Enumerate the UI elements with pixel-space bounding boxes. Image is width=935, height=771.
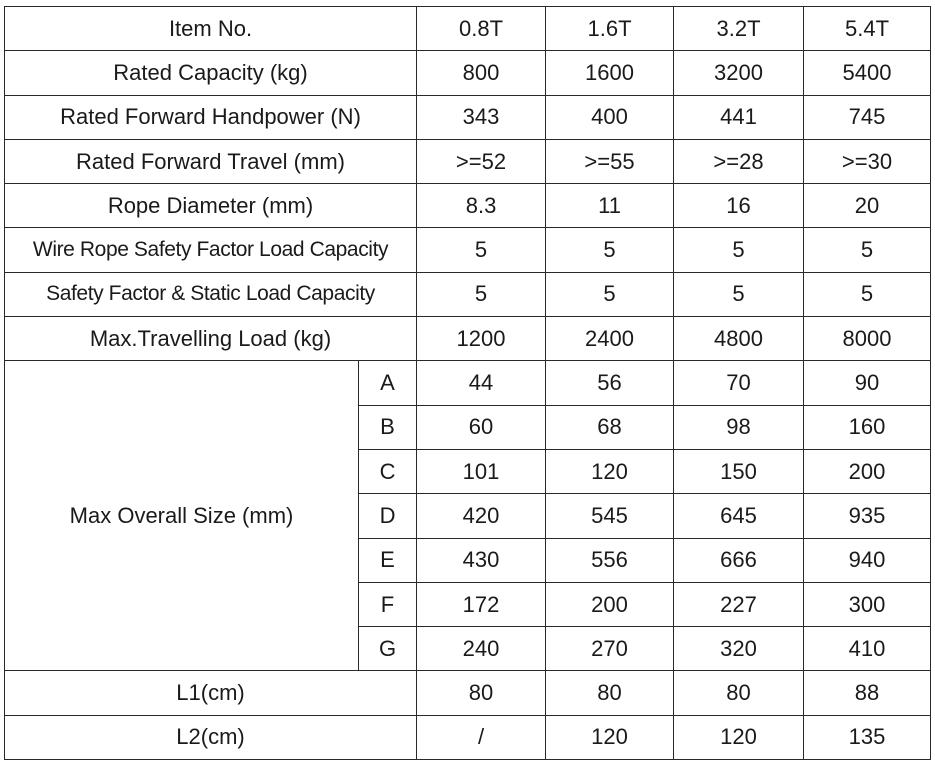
- table-cell: 2400: [546, 317, 674, 361]
- table-cell: 1600: [546, 51, 674, 95]
- column-header: 1.6T: [546, 7, 674, 51]
- table-cell: 5: [674, 228, 804, 272]
- table-cell: 101: [417, 449, 546, 493]
- table-row: [5, 228, 931, 272]
- table-cell: >=55: [546, 139, 674, 183]
- table-row: [5, 272, 931, 316]
- column-header: 3.2T: [674, 7, 804, 51]
- table-cell: 5400: [804, 51, 931, 95]
- table-cell: 4800: [674, 317, 804, 361]
- table-cell: 56: [546, 361, 674, 405]
- size-group-label: Max Overall Size (mm): [5, 361, 359, 671]
- table-cell: 98: [674, 405, 804, 449]
- table-cell: 240: [417, 627, 546, 671]
- row-label: Rated Forward Travel (mm): [5, 139, 417, 183]
- table-cell: 745: [804, 95, 931, 139]
- table-cell: 5: [417, 228, 546, 272]
- table-row: [5, 317, 931, 361]
- table-cell: 343: [417, 95, 546, 139]
- column-header: 5.4T: [804, 7, 931, 51]
- table-row: [5, 361, 931, 405]
- table-cell: 8000: [804, 317, 931, 361]
- row-label: Max.Travelling Load (kg): [5, 317, 417, 361]
- table-cell: 800: [417, 51, 546, 95]
- size-sub-label: F: [359, 582, 417, 626]
- table-cell: 68: [546, 405, 674, 449]
- table-cell: 11: [546, 184, 674, 228]
- table-cell: 200: [546, 582, 674, 626]
- size-sub-label: D: [359, 494, 417, 538]
- row-label: Safety Factor & Static Load Capacity: [5, 272, 417, 316]
- table-cell: >=28: [674, 139, 804, 183]
- table-row: [5, 184, 931, 228]
- table-row: [5, 715, 931, 759]
- table-cell: 545: [546, 494, 674, 538]
- table-cell: 5: [546, 228, 674, 272]
- table-cell: 60: [417, 405, 546, 449]
- row-label: Rope Diameter (mm): [5, 184, 417, 228]
- table-cell: 270: [546, 627, 674, 671]
- table-cell: 1200: [417, 317, 546, 361]
- table-cell: 80: [674, 671, 804, 715]
- table-cell: 5: [417, 272, 546, 316]
- table-cell: 420: [417, 494, 546, 538]
- table-cell: 150: [674, 449, 804, 493]
- row-label: L1(cm): [5, 671, 417, 715]
- table-cell: 666: [674, 538, 804, 582]
- table-cell: 300: [804, 582, 931, 626]
- table-cell: 16: [674, 184, 804, 228]
- row-label: Wire Rope Safety Factor Load Capacity: [5, 228, 417, 272]
- table-cell: 430: [417, 538, 546, 582]
- table-cell: 90: [804, 361, 931, 405]
- size-sub-label: G: [359, 627, 417, 671]
- size-sub-label: B: [359, 405, 417, 449]
- header-label: Item No.: [5, 7, 417, 51]
- table-cell: /: [417, 715, 546, 759]
- table-cell: 8.3: [417, 184, 546, 228]
- table-cell: 940: [804, 538, 931, 582]
- table-cell: 227: [674, 582, 804, 626]
- table-cell: 410: [804, 627, 931, 671]
- table-cell: 320: [674, 627, 804, 671]
- table-cell: 120: [546, 715, 674, 759]
- table-cell: 556: [546, 538, 674, 582]
- table-cell: 441: [674, 95, 804, 139]
- table-cell: 5: [674, 272, 804, 316]
- table-cell: 5: [546, 272, 674, 316]
- column-header: 0.8T: [417, 7, 546, 51]
- table-cell: 20: [804, 184, 931, 228]
- size-sub-label: E: [359, 538, 417, 582]
- size-sub-label: A: [359, 361, 417, 405]
- table-cell: 172: [417, 582, 546, 626]
- size-sub-label: C: [359, 449, 417, 493]
- table-cell: 120: [546, 449, 674, 493]
- table-cell: 645: [674, 494, 804, 538]
- table-cell: >=30: [804, 139, 931, 183]
- table-cell: 5: [804, 272, 931, 316]
- table-cell: 70: [674, 361, 804, 405]
- row-label: Rated Capacity (kg): [5, 51, 417, 95]
- table-cell: 120: [674, 715, 804, 759]
- table-cell: 80: [417, 671, 546, 715]
- table-cell: 80: [546, 671, 674, 715]
- table-cell: 5: [804, 228, 931, 272]
- header-row: [5, 7, 931, 51]
- row-label: L2(cm): [5, 715, 417, 759]
- table-cell: 3200: [674, 51, 804, 95]
- row-label: Rated Forward Handpower (N): [5, 95, 417, 139]
- table-row: [5, 51, 931, 95]
- table-cell: 88: [804, 671, 931, 715]
- table-cell: 935: [804, 494, 931, 538]
- table-cell: 44: [417, 361, 546, 405]
- table-cell: 400: [546, 95, 674, 139]
- table-row: [5, 139, 931, 183]
- table-cell: 135: [804, 715, 931, 759]
- table-row: [5, 671, 931, 715]
- table-cell: >=52: [417, 139, 546, 183]
- table-cell: 160: [804, 405, 931, 449]
- spec-table: [4, 6, 931, 760]
- table-cell: 200: [804, 449, 931, 493]
- table-row: [5, 95, 931, 139]
